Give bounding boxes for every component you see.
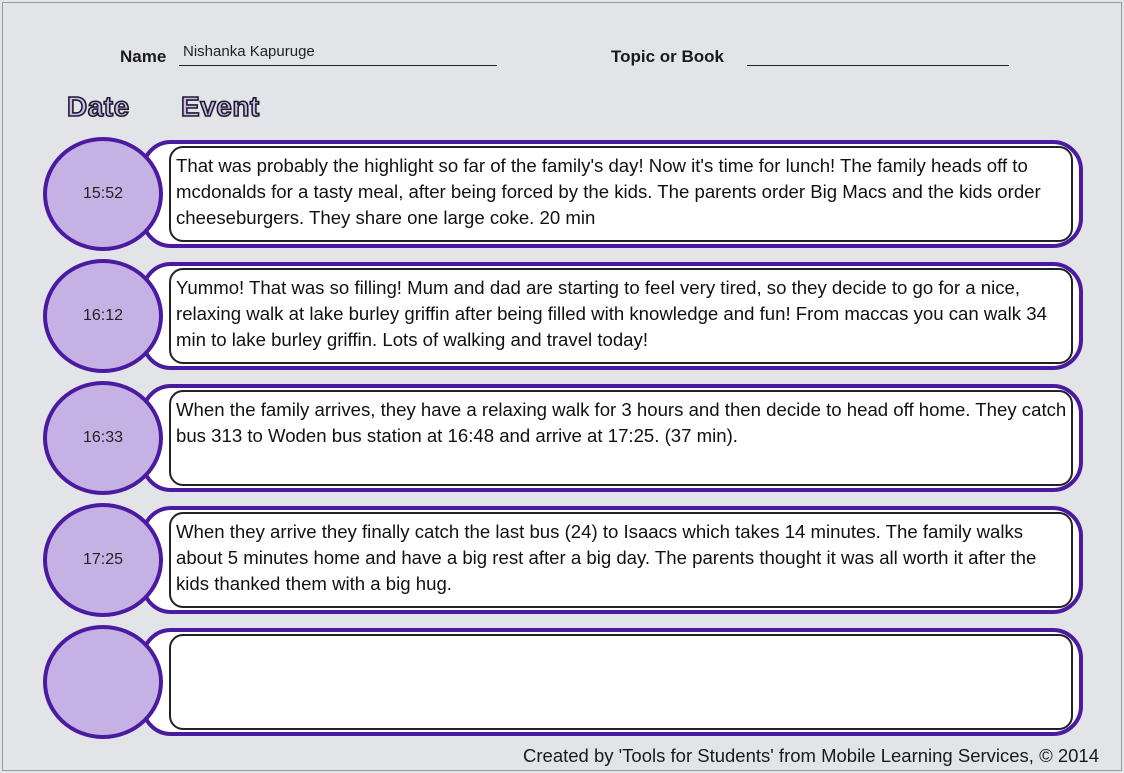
event-text-box[interactable] xyxy=(169,634,1073,730)
event-text-box[interactable]: Yummo! That was so filling! Mum and dad are starting to feel very tired, so they decide to go for a nice, relaxing walk at lake burley griffin after being filled with knowledge and fun! From maccas you can walk 34 min to lake burley griffin. Lots of walking and travel today! xyxy=(169,268,1073,364)
event-text-box[interactable]: When the family arrives, they have a relaxing walk for 3 hours and then decide to head off home. They catch bus 313 to Woden bus station at 16:48 and arrive at 17:25. (37 min). xyxy=(169,390,1073,486)
topic-label: Topic or Book xyxy=(611,47,725,66)
event-text-box[interactable]: When they arrive they finally catch the last bus (24) to Isaacs which takes 14 minutes. The family walks about 5 minutes home and have a big rest after a big day. The parents thought it was all worth it after the kids thanked them with a big hug. xyxy=(169,512,1073,608)
event-column-title: Event xyxy=(181,91,260,122)
timeline-row xyxy=(43,381,1087,499)
copyright-footer: Created by 'Tools for Students' from Mobile Learning Services, © 2014 xyxy=(523,745,1099,766)
timeline-row xyxy=(43,625,1087,743)
worksheet xyxy=(2,2,1122,771)
event-text-box[interactable]: That was probably the highlight so far of the family's day! Now it's time for lunch! The family heads off to mcdonalds for a tasty meal, after being forced by the kids. The parents order Big Macs and the kids order cheeseburgers. They share one large coke. 20 min xyxy=(169,146,1073,242)
date-column-title: Date xyxy=(67,91,130,122)
timeline-row xyxy=(43,503,1087,621)
timeline-row xyxy=(43,259,1087,377)
time-circle[interactable]: 15:52 xyxy=(43,137,163,251)
name-field[interactable]: Nishanka Kapuruge xyxy=(183,43,315,60)
topic-line xyxy=(747,43,1009,66)
time-circle[interactable]: 16:33 xyxy=(43,381,163,495)
time-circle[interactable]: 17:25 xyxy=(43,503,163,617)
time-circle[interactable] xyxy=(43,625,163,739)
name-label: Name xyxy=(120,47,167,66)
time-circle[interactable]: 16:12 xyxy=(43,259,163,373)
timeline-row xyxy=(43,137,1087,255)
